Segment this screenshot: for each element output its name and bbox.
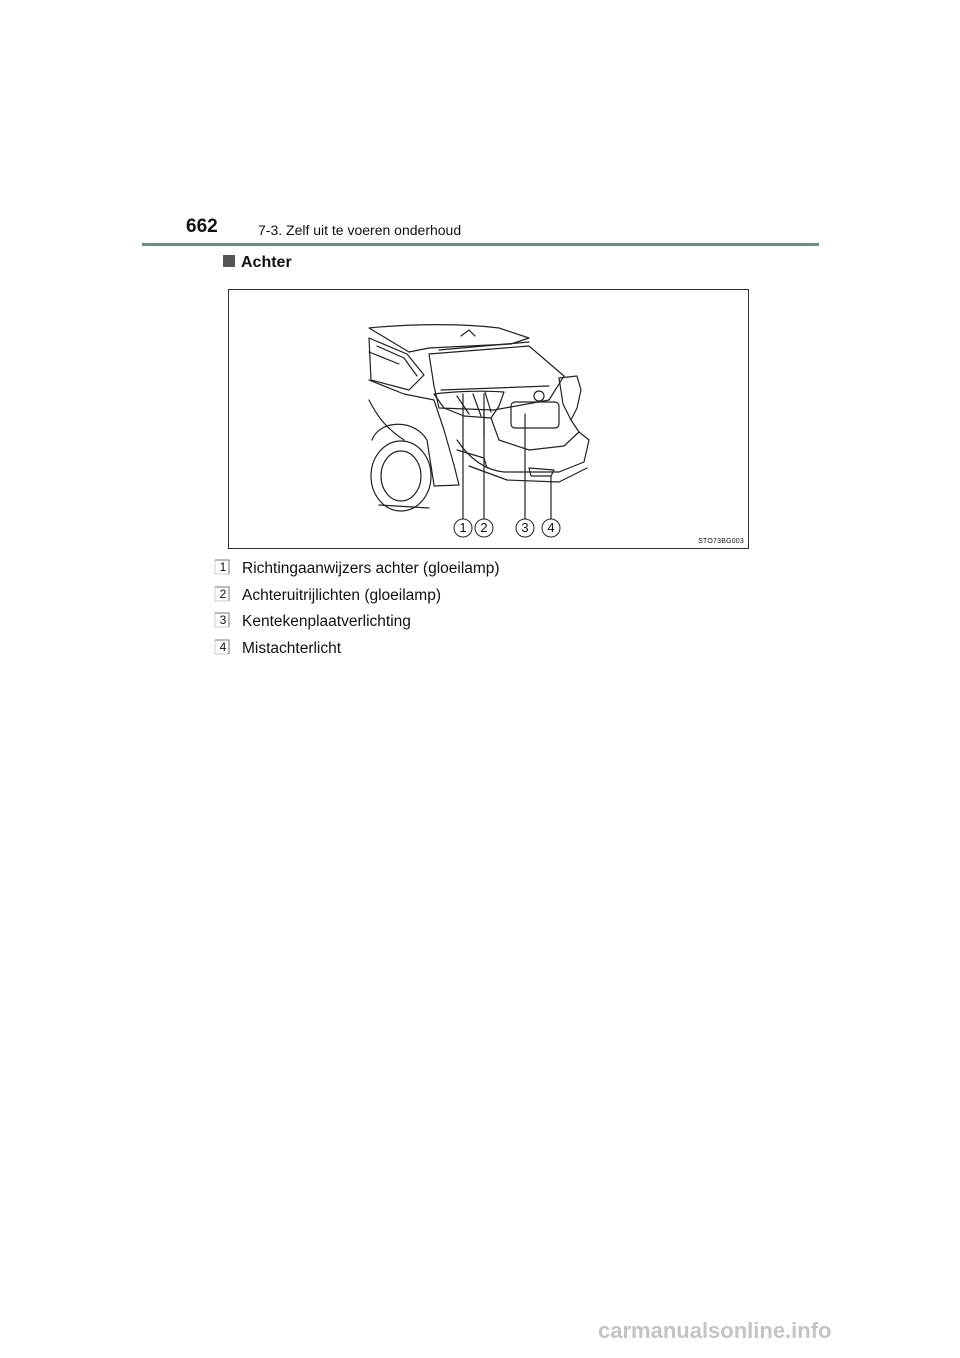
car-rear-drawing	[229, 290, 750, 550]
callout-3: 3	[521, 520, 529, 535]
legend-number: 3	[219, 613, 227, 627]
legend-number-badge	[214, 559, 232, 577]
legend-number-badge	[214, 612, 232, 630]
legend-number: 2	[219, 586, 227, 601]
legend-text: Richtingaanwijzers achter (gloeilamp)	[242, 560, 500, 577]
heading-text: Achter	[241, 254, 292, 271]
callout-1: 1	[459, 520, 467, 535]
legend-text: Kentekenplaatverlichting	[242, 613, 411, 630]
legend-number-badge	[214, 586, 232, 604]
page-number: 662	[186, 216, 218, 237]
legend-number: 4	[219, 639, 227, 654]
legend-text: Achteruitrijlichten (gloeilamp)	[242, 586, 441, 604]
legend-number: 1	[219, 560, 227, 574]
callout-4: 4	[547, 520, 555, 535]
subsection-heading	[223, 254, 292, 272]
legend-number-badge	[214, 639, 232, 657]
callout-2: 2	[480, 520, 488, 535]
header-rule	[142, 243, 819, 246]
watermark: carmanualsonline.info	[598, 1318, 832, 1343]
square-bullet-icon	[223, 255, 235, 267]
rear-lights-illustration	[228, 289, 749, 549]
figure-code: STO73BG003	[698, 538, 744, 545]
section-title: 7-3. Zelf uit te voeren onderhoud	[258, 222, 462, 238]
legend-text: Mistachterlicht	[242, 639, 342, 657]
